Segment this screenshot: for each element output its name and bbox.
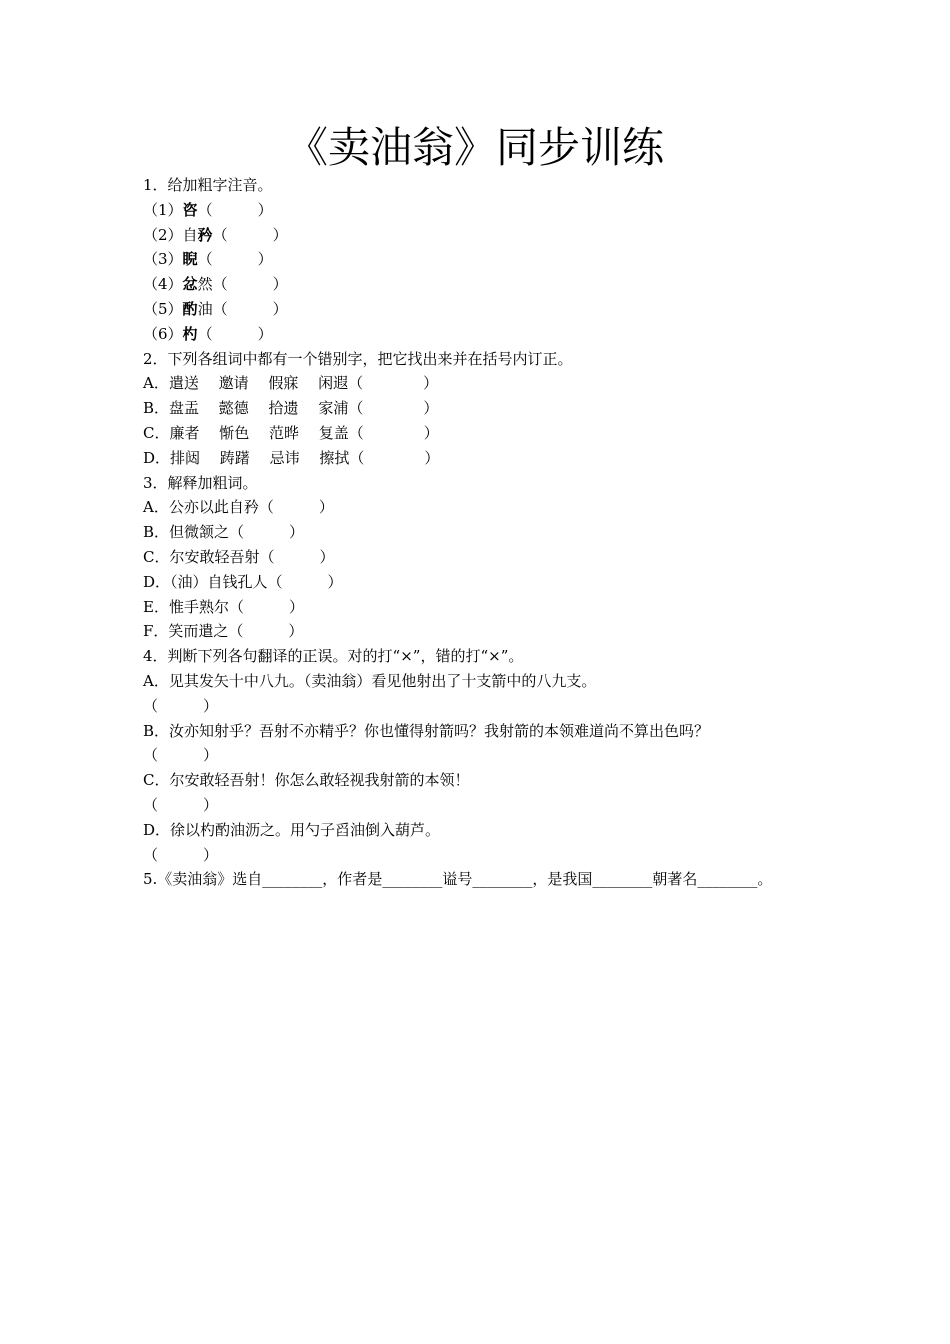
question-4-answer-blank: （ ） [143, 746, 219, 765]
question-4-heading: 4．判断下列各句翻译的正误。对的打“×”，错的打“×”。 [143, 647, 524, 666]
question-4-sentence: C．尔安敢轻吾射！你怎么敢轻视我射箭的本领！ [143, 771, 470, 790]
question-2-option: C．廉者 惭色 范晔 复盖（ ） [143, 423, 439, 442]
question-4-answer-blank: （ ） [143, 795, 219, 814]
worksheet-body [143, 173, 833, 892]
question-1-item: （6）杓（ ） [143, 324, 273, 343]
question-2-heading: 2．下列各组词中都有一个错别字，把它找出来并在括号内订正。 [143, 349, 573, 368]
question-2-option: D．排闼 踌躇 忌讳 擦拭（ ） [143, 448, 440, 467]
question-3-option: A．公亦以此自矜（ ） [143, 498, 334, 517]
question-1-item: （4）忿然（ ） [143, 275, 288, 294]
question-3-option: B．但微颔之（ ） [143, 523, 305, 542]
question-1-item: （3）睨（ ） [143, 250, 273, 269]
question-4-sentence: D．徐以杓酌油沥之。用勺子舀油倒入葫芦。 [143, 820, 441, 839]
question-1-item: （2）自矜（ ） [143, 225, 288, 244]
question-4-answer-blank: （ ） [143, 696, 219, 715]
question-3-heading: 3．解释加粗词。 [143, 473, 258, 492]
question-4-sentence: B．汝亦知射乎？吾射不亦精乎？你也懂得射箭吗？我射箭的本领难道尚不算出色吗？ [143, 721, 710, 740]
question-3-option: C．尔安敢轻吾射（ ） [143, 547, 335, 566]
question-3-option: D．（油）自钱孔人（ ） [143, 572, 343, 591]
question-3-option: F．笑而遣之（ ） [143, 622, 304, 641]
question-1-item: （5）酌油（ ） [143, 299, 288, 318]
question-1-item: （1）咨（ ） [143, 200, 273, 219]
question-2-option: B．盘盂 懿德 拾遗 家浦（ ） [143, 399, 439, 418]
question-4-sentence: A．见其发矢十中八九。（卖油翁）看见他射出了十支箭中的八九支。 [143, 671, 597, 690]
question-1-heading: 1．给加粗字注音。 [143, 176, 273, 194]
question-4-answer-blank: （ ） [143, 845, 219, 864]
question-3-option: E．惟手熟尔（ ） [143, 597, 304, 616]
question-2-option: A．遣送 邀请 假寐 闲遐（ ） [143, 374, 439, 393]
page-title: 《卖油翁》同步训练 [285, 123, 664, 172]
question-5-fill-in: 5.《卖油翁》选自________，作者是________谥号________，是我国________朝著名________。 [143, 870, 773, 889]
